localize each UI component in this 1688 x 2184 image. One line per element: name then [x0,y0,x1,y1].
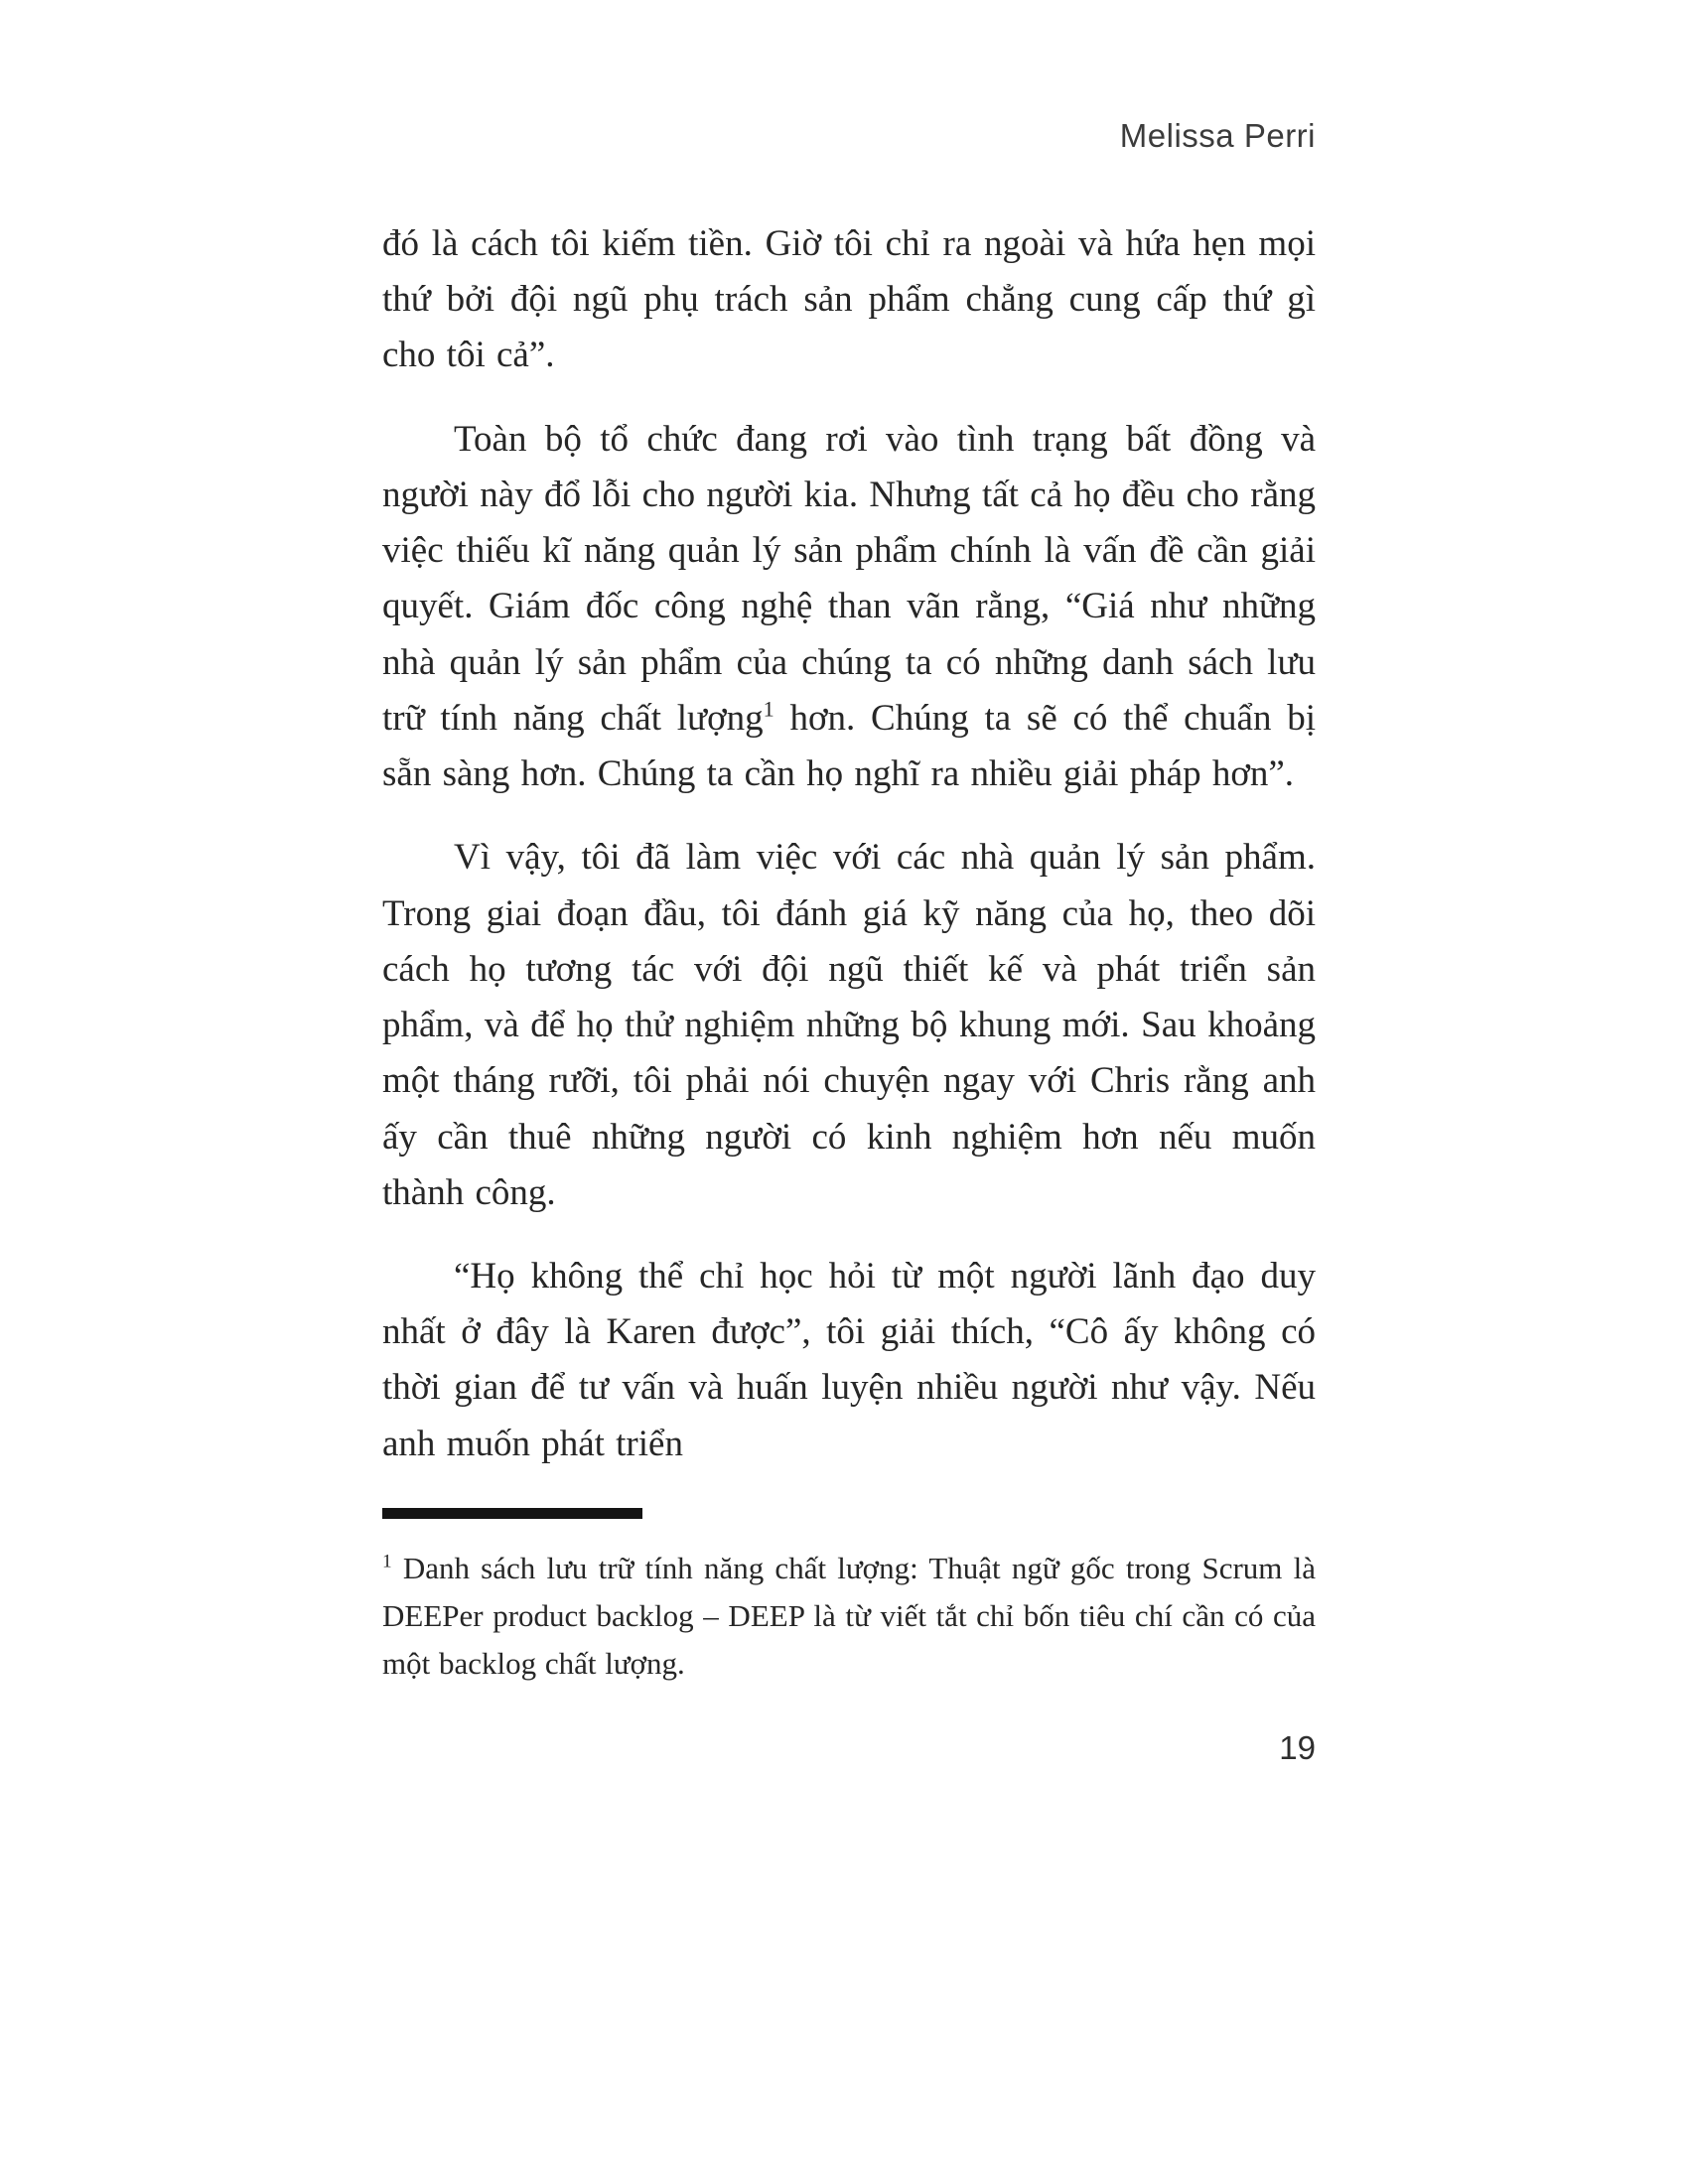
paragraph-text: hơn. Chúng ta sẽ có thể chuẩn bị sẵn sàng hơn. Chúng ta cần họ nghĩ ra nhiều giải pháp hơn”. [382,697,1316,795]
paragraph: “Họ không thể chỉ học hỏi từ một người lãnh đạo duy nhất ở đây là Karen được”, tôi giải thích, “Cô ấy không có thời gian để tư vấn và huấn luyện nhiều người như vậy. Nếu anh muốn phát triển [382,1255,1316,1464]
page-footer [382,1729,1316,1767]
paragraph: Vì vậy, tôi đã làm việc với các nhà quản lý sản phẩm. Trong giai đoạn đầu, tôi đánh giá kỹ năng của họ, theo dõi cách họ tương tác với đội ngũ thiết kế và phát triển sản phẩm, và để họ thử nghiệm những bộ khung mới. Sau khoảng một tháng rưỡi, tôi phải nói chuyện ngay với Chris rằng anh ấy cần thuê những người có kinh nghiệm hơn nếu muốn thành công. [382,837,1316,1213]
footnote-text: Danh sách lưu trữ tính năng chất lượng: Thuật ngữ gốc trong Scrum là DEEPer product backlog – DEEP là từ viết tắt chỉ bốn tiêu chí cần có của một backlog chất lượng. [382,1550,1316,1682]
footnote-marker: 1 [763,696,774,722]
paragraph [382,412,1316,803]
page-number: 19 [1279,1729,1316,1767]
paragraph-continuation: đó là cách tôi kiếm tiền. Giờ tôi chỉ ra ngoài và hứa hẹn mọi thứ bởi đội ngũ phụ trách sản phẩm chẳng cung cấp thứ gì cho tôi cả”. [382,223,1316,376]
author-name: Melissa Perri [1119,117,1316,154]
paragraph-text: Toàn bộ tổ chức đang rơi vào tình trạng bất đồng và người này đổ lỗi cho người kia. Nhưng tất cả họ đều cho rằng việc thiếu kĩ năng quản lý sản phẩm chính là vấn đề cần giải quyết. Giám đốc công nghệ than vãn rằng, “Giá như những nhà quản lý sản phẩm của chúng ta có những danh sách lưu trữ tính năng chất lượng [382,418,1316,739]
footnote-section [382,1508,1316,1688]
page-body [382,216,1316,1472]
footnote-number: 1 [382,1551,392,1572]
footnote [382,1545,1316,1688]
footnote-divider [382,1508,642,1519]
running-header [382,117,1316,155]
